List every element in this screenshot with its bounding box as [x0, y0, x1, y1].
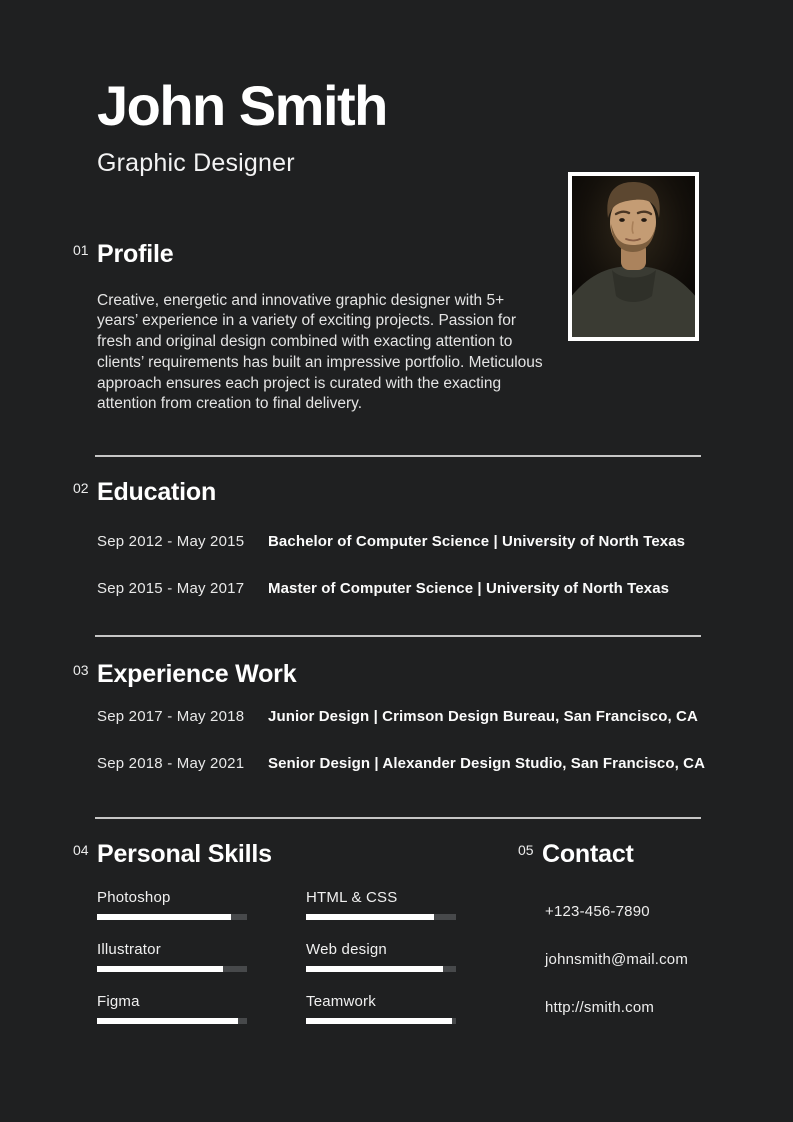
section-skills: [73, 841, 465, 1047]
education-row: [97, 580, 694, 597]
skill-item: [306, 993, 456, 1024]
skill-label: Illustrator: [97, 940, 161, 958]
skill-bar-track: [306, 914, 456, 920]
skills-column-left: [97, 889, 247, 1045]
section-divider: [95, 817, 701, 819]
section-number: 03: [73, 661, 89, 678]
portrait-illustration: [572, 176, 695, 337]
contact-list: [545, 903, 694, 1016]
contact-email: johnsmith@mail.com: [545, 950, 689, 968]
skill-label: Teamwork: [306, 992, 376, 1010]
skill-label: HTML & CSS: [306, 888, 398, 906]
skill-item: [306, 941, 456, 972]
contact-phone: +123-456-7890: [545, 902, 650, 920]
skills-column-right: [306, 889, 456, 1045]
section-title: Contact: [542, 840, 634, 869]
contact-header: [518, 841, 694, 869]
section-contact: [518, 841, 694, 1047]
skill-item: [97, 993, 247, 1024]
person-name: John Smith: [97, 74, 387, 137]
skill-bar-fill: [306, 914, 434, 920]
education-list: [97, 533, 694, 597]
education-dates: Sep 2015 - May 2017: [97, 579, 245, 597]
education-description: Bachelor of Computer Science | University of North Texas: [268, 532, 686, 550]
section-experience: [73, 659, 706, 820]
education-description: Master of Computer Science | University of North Texas: [268, 579, 670, 597]
section-title: Experience Work: [97, 659, 297, 688]
skill-bar-track: [97, 1018, 247, 1024]
skill-label: Photoshop: [97, 888, 171, 906]
skill-item: [97, 941, 247, 972]
skill-item: [97, 889, 247, 920]
education-row: [97, 533, 694, 550]
portrait-photo: [568, 172, 699, 341]
experience-header: [73, 661, 694, 689]
section-number: 01: [73, 242, 89, 258]
skill-bar-fill: [306, 966, 443, 972]
skill-bar-track: [306, 966, 456, 972]
section-education: [73, 479, 694, 637]
section-number: 02: [73, 480, 89, 497]
section-title: Profile: [97, 240, 174, 268]
skills-grid: [97, 889, 465, 1045]
person-role: Graphic Designer: [97, 149, 295, 177]
skill-item: [306, 889, 456, 920]
section-title: Personal Skills: [97, 840, 272, 869]
bottom-row: [73, 841, 694, 1047]
experience-description: Junior Design | Crimson Design Bureau, San Francisco, CA: [268, 708, 698, 726]
skill-bar-track: [306, 1018, 456, 1024]
section-number: 05: [518, 842, 534, 859]
section-divider: [95, 455, 701, 457]
experience-description: Senior Design | Alexander Design Studio, San Francisco, CA: [268, 755, 706, 773]
education-dates: Sep 2012 - May 2015: [97, 532, 245, 550]
section-number: 04: [73, 842, 89, 859]
skill-bar-fill: [97, 1018, 238, 1024]
section-title: Education: [97, 478, 217, 507]
skill-label: Web design: [306, 940, 387, 958]
experience-row: [97, 708, 698, 726]
profile-paragraph: Creative, energetic and innovative graphic designer with 5+ years’ experience in a variety of exciting projects. Passion for fresh and original design combined with exacting attention to clients’ requirements has built an impressive portfolio. Meticulous approach ensures each project is curated with the exacting attention from creation to final delivery.: [97, 291, 543, 413]
section-divider: [95, 635, 701, 637]
skill-bar-fill: [97, 966, 223, 972]
experience-dates: Sep 2018 - May 2021: [97, 755, 245, 773]
header: [73, 74, 694, 178]
skill-label: Figma: [97, 992, 140, 1010]
experience-row: [97, 755, 706, 773]
skill-bar-track: [97, 966, 247, 972]
skills-header: [73, 841, 465, 869]
experience-dates: Sep 2017 - May 2018: [97, 708, 245, 726]
experience-list: [97, 708, 706, 773]
skill-bar-fill: [97, 914, 231, 920]
contact-website: http://smith.com: [545, 998, 655, 1016]
skill-bar-track: [97, 914, 247, 920]
section-profile: [73, 241, 694, 457]
skill-bar-fill: [306, 1018, 452, 1024]
education-header: [73, 479, 694, 507]
